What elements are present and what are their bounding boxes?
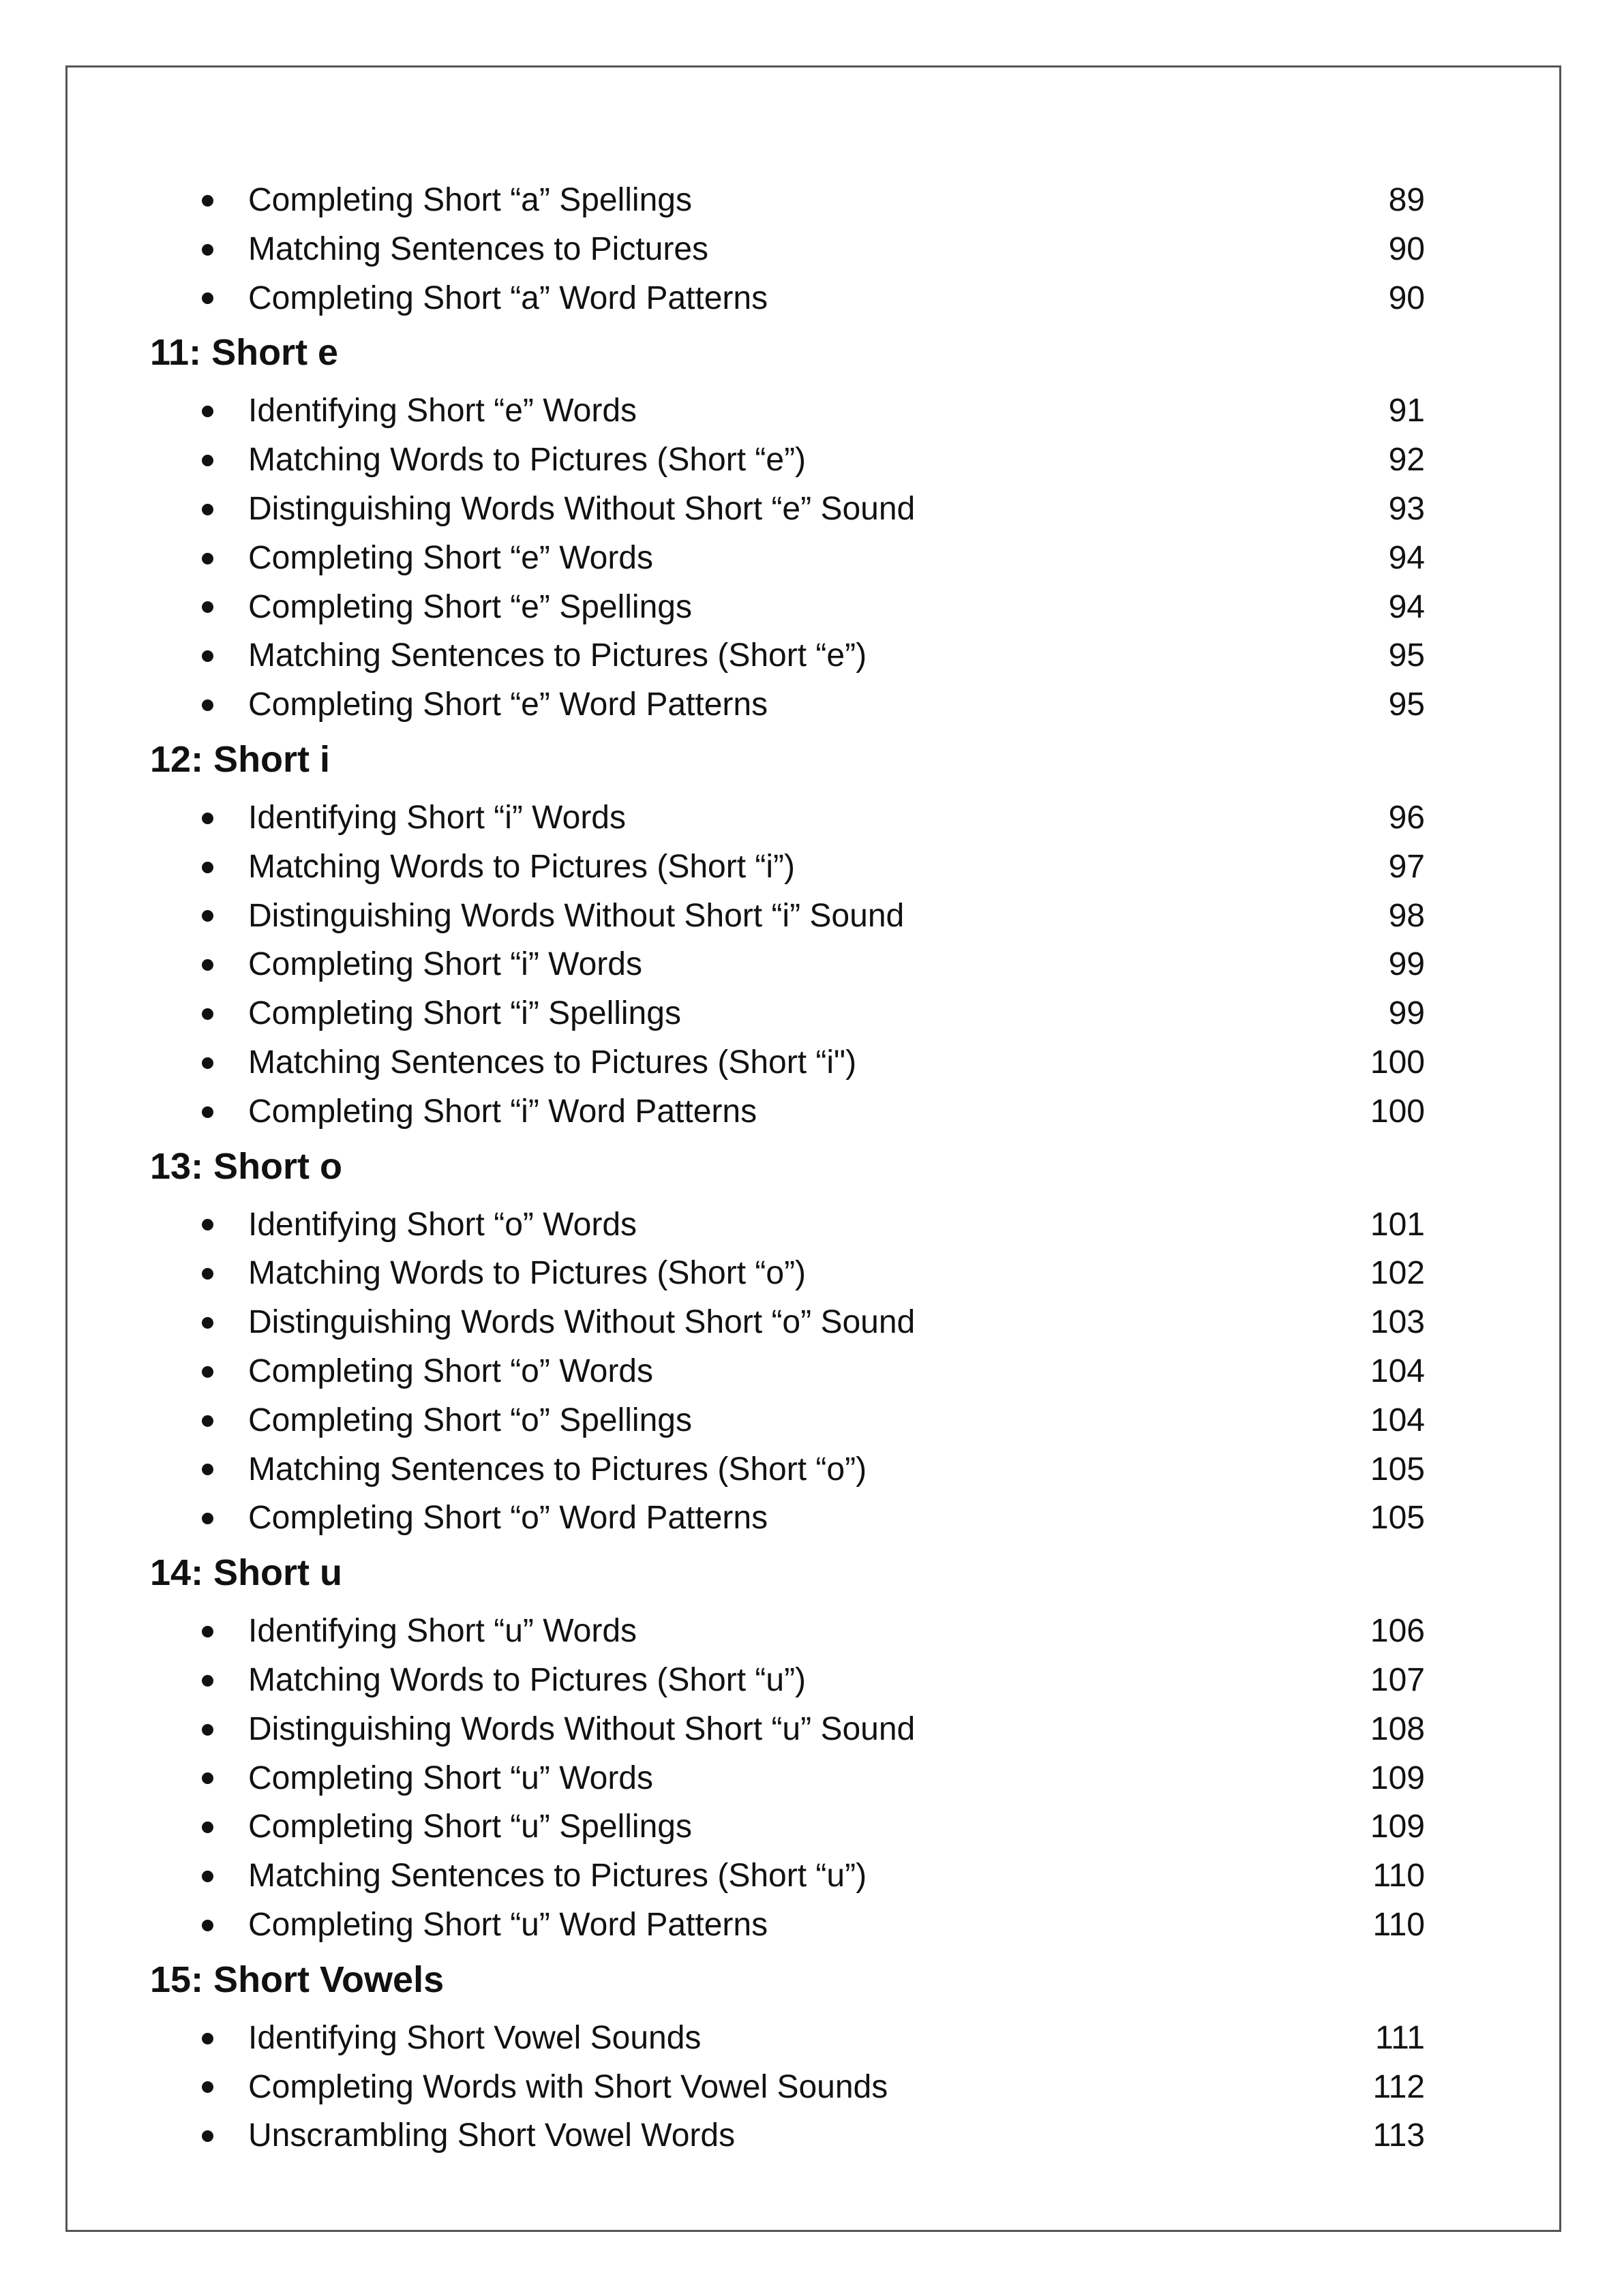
toc-entry-label: Matching Sentences to Pictures (Short “o”): [248, 1451, 867, 1487]
toc-entry-label: Matching Words to Pictures (Short “i”): [248, 848, 796, 885]
bullet-icon: [202, 1920, 213, 1931]
toc-entry[interactable]: [150, 794, 1445, 843]
toc-entry-label: Identifying Short “o” Words: [248, 1206, 637, 1243]
toc-entry[interactable]: [150, 1754, 1445, 1803]
toc-entry-page-number: 90: [1388, 280, 1425, 316]
section-heading: 13: Short o: [150, 1145, 343, 1187]
section-heading: 12: Short i: [150, 738, 331, 780]
toc-entry-label: Completing Short “o” Word Patterns: [248, 1500, 768, 1537]
toc-entry-label: Distinguishing Words Without Short “o” Sound: [248, 1304, 916, 1341]
toc-entry[interactable]: [150, 2063, 1445, 2112]
toc-entry-page-number: 109: [1370, 1759, 1425, 1796]
bullet-icon: [202, 1464, 213, 1475]
toc-entry-label: Unscrambling Short Vowel Words: [248, 2117, 736, 2154]
toc-entry[interactable]: [150, 680, 1445, 729]
toc-entry-page-number: 104: [1370, 1402, 1425, 1438]
toc-entry[interactable]: [150, 1802, 1445, 1852]
toc-entry[interactable]: [150, 1347, 1445, 1396]
toc-entry-page-number: 101: [1370, 1206, 1425, 1243]
bullet-icon: [202, 1057, 213, 1069]
toc-entry-page-number: 90: [1388, 230, 1425, 267]
toc-entry[interactable]: [150, 1494, 1445, 1543]
toc-entry[interactable]: [150, 1705, 1445, 1754]
bullet-icon: [202, 1626, 213, 1637]
toc-entry[interactable]: [150, 2111, 1445, 2160]
bullet-icon: [202, 650, 213, 662]
toc-entry[interactable]: [150, 1445, 1445, 1494]
bullet-icon: [202, 2033, 213, 2044]
bullet-icon: [202, 504, 213, 515]
section-heading: 15: Short Vowels: [150, 1959, 445, 2000]
toc-entry[interactable]: [150, 631, 1445, 680]
toc-entry[interactable]: [150, 387, 1445, 436]
toc-entry-label: Matching Sentences to Pictures (Short “i"): [248, 1044, 857, 1081]
toc-entry[interactable]: [150, 1607, 1445, 1656]
bullet-icon: [202, 862, 213, 873]
toc-entry-label: Completing Short “u” Spellings: [248, 1809, 692, 1845]
bullet-icon: [202, 1871, 213, 1882]
bullet-icon: [202, 1724, 213, 1736]
bullet-icon: [202, 1675, 213, 1687]
toc-entry-label: Completing Short “u” Words: [248, 1759, 653, 1796]
toc-entry-label: Completing Short “o” Words: [248, 1353, 653, 1389]
bullet-icon: [202, 959, 213, 971]
toc-entry-label: Identifying Short Vowel Sounds: [248, 2019, 702, 2056]
toc-entry-page-number: 91: [1388, 393, 1425, 429]
toc-entry-page-number: 105: [1370, 1500, 1425, 1537]
toc-entry-label: Identifying Short “u” Words: [248, 1613, 637, 1650]
toc-entry[interactable]: [150, 583, 1445, 632]
bullet-icon: [202, 1219, 213, 1230]
toc-entry-label: Distinguishing Words Without Short “u” Sound: [248, 1710, 916, 1747]
toc-entry-page-number: 99: [1388, 946, 1425, 983]
toc-entry-page-number: 112: [1372, 2068, 1425, 2105]
toc-entry-label: Identifying Short “i” Words: [248, 799, 626, 836]
toc-entry[interactable]: [150, 1038, 1445, 1087]
toc-entry-page-number: 95: [1388, 686, 1425, 723]
toc-entry-label: Completing Short “i” Spellings: [248, 995, 681, 1032]
toc-entry[interactable]: [150, 1249, 1445, 1298]
toc-entry-label: Completing Words with Short Vowel Sounds: [248, 2068, 888, 2105]
toc-entry-page-number: 93: [1388, 490, 1425, 527]
bullet-icon: [202, 1772, 213, 1784]
bullet-icon: [202, 2081, 213, 2093]
bullet-icon: [202, 244, 213, 256]
toc-entry[interactable]: [150, 1901, 1445, 1950]
toc-entry-label: Matching Words to Pictures (Short “o”): [248, 1255, 807, 1292]
toc-entry-label: Matching Sentences to Pictures (Short “u”): [248, 1858, 867, 1894]
toc-entry-page-number: 103: [1370, 1304, 1425, 1341]
toc-entry-page-number: 106: [1370, 1613, 1425, 1650]
toc-entry-page-number: 105: [1370, 1451, 1425, 1487]
toc-entry-page-number: 95: [1388, 637, 1425, 674]
bullet-icon: [202, 813, 213, 824]
toc-entry-label: Matching Sentences to Pictures (Short “e”): [248, 637, 867, 674]
toc-entry-page-number: 100: [1370, 1044, 1425, 1081]
bullet-icon: [202, 2130, 213, 2142]
toc-entry-label: Completing Short “e” Spellings: [248, 588, 692, 625]
toc-entry[interactable]: [150, 989, 1445, 1038]
toc-entry-label: Completing Short “e” Words: [248, 539, 653, 576]
bullet-icon: [202, 406, 213, 417]
bullet-icon: [202, 1415, 213, 1427]
toc-entry[interactable]: [150, 1200, 1445, 1250]
toc-entry-page-number: 100: [1370, 1093, 1425, 1130]
toc-entry-label: Completing Short “i” Word Patterns: [248, 1093, 757, 1130]
toc-entry-label: Completing Short “a” Word Patterns: [248, 280, 768, 316]
toc-entry-page-number: 96: [1388, 799, 1425, 836]
toc-entry-page-number: 94: [1388, 539, 1425, 576]
toc-entry-label: Distinguishing Words Without Short “e” Sound: [248, 490, 916, 527]
toc-entry-page-number: 92: [1388, 442, 1425, 479]
toc-entry[interactable]: [150, 940, 1445, 989]
bullet-icon: [202, 1366, 213, 1378]
toc-entry-page-number: 97: [1388, 848, 1425, 885]
toc-entry-label: Completing Short “u” Word Patterns: [248, 1906, 768, 1943]
toc-entry[interactable]: [150, 892, 1445, 941]
bullet-icon: [202, 1822, 213, 1833]
bullet-icon: [202, 1106, 213, 1118]
bullet-icon: [202, 1008, 213, 1020]
toc-entry-page-number: 110: [1372, 1906, 1425, 1943]
bullet-icon: [202, 292, 213, 304]
toc-entry-label: Completing Short “a” Spellings: [248, 182, 692, 218]
toc-entry[interactable]: [150, 1298, 1445, 1347]
toc-entry[interactable]: [150, 176, 1445, 225]
toc-entry[interactable]: [150, 485, 1445, 534]
toc-entry-page-number: 99: [1388, 995, 1425, 1032]
toc-entry-page-number: 98: [1388, 897, 1425, 934]
toc-entry[interactable]: [150, 225, 1445, 274]
section-heading: 11: Short e: [150, 332, 339, 374]
bullet-icon: [202, 195, 213, 207]
bullet-icon: [202, 699, 213, 711]
table-of-contents: [150, 176, 1445, 2160]
bullet-icon: [202, 910, 213, 922]
toc-entry-label: Matching Words to Pictures (Short “u”): [248, 1661, 807, 1698]
toc-entry-label: Completing Short “i” Words: [248, 946, 642, 983]
toc-entry-page-number: 107: [1370, 1661, 1425, 1698]
toc-entry[interactable]: [150, 1656, 1445, 1705]
toc-entry-page-number: 94: [1388, 588, 1425, 625]
section-heading: 14: Short u: [150, 1552, 343, 1594]
toc-entry-page-number: 89: [1388, 182, 1425, 218]
toc-entry-label: Matching Sentences to Pictures: [248, 230, 709, 267]
toc-entry-page-number: 102: [1370, 1255, 1425, 1292]
toc-entry-page-number: 110: [1372, 1858, 1425, 1894]
bullet-icon: [202, 1268, 213, 1280]
toc-entry-label: Completing Short “e” Word Patterns: [248, 686, 768, 723]
bullet-icon: [202, 553, 213, 564]
toc-entry[interactable]: [150, 534, 1445, 583]
toc-entry[interactable]: [150, 436, 1445, 485]
toc-entry-label: Matching Words to Pictures (Short “e”): [248, 442, 807, 479]
toc-entry[interactable]: [150, 1852, 1445, 1901]
toc-entry[interactable]: [150, 274, 1445, 323]
toc-entry[interactable]: [150, 1396, 1445, 1445]
toc-entry[interactable]: [150, 2014, 1445, 2063]
toc-entry[interactable]: [150, 1087, 1445, 1136]
toc-entry-page-number: 113: [1372, 2117, 1425, 2154]
toc-entry-page-number: 111: [1375, 2019, 1425, 2056]
toc-entry-label: Distinguishing Words Without Short “i” Sound: [248, 897, 905, 934]
bullet-icon: [202, 455, 213, 466]
toc-entry-page-number: 108: [1370, 1710, 1425, 1747]
toc-entry[interactable]: [150, 843, 1445, 892]
bullet-icon: [202, 1513, 213, 1524]
toc-entry-page-number: 104: [1370, 1353, 1425, 1389]
toc-entry-page-number: 109: [1370, 1809, 1425, 1845]
toc-entry-label: Completing Short “o” Spellings: [248, 1402, 692, 1438]
toc-entry-label: Identifying Short “e” Words: [248, 393, 637, 429]
bullet-icon: [202, 1317, 213, 1329]
bullet-icon: [202, 601, 213, 613]
